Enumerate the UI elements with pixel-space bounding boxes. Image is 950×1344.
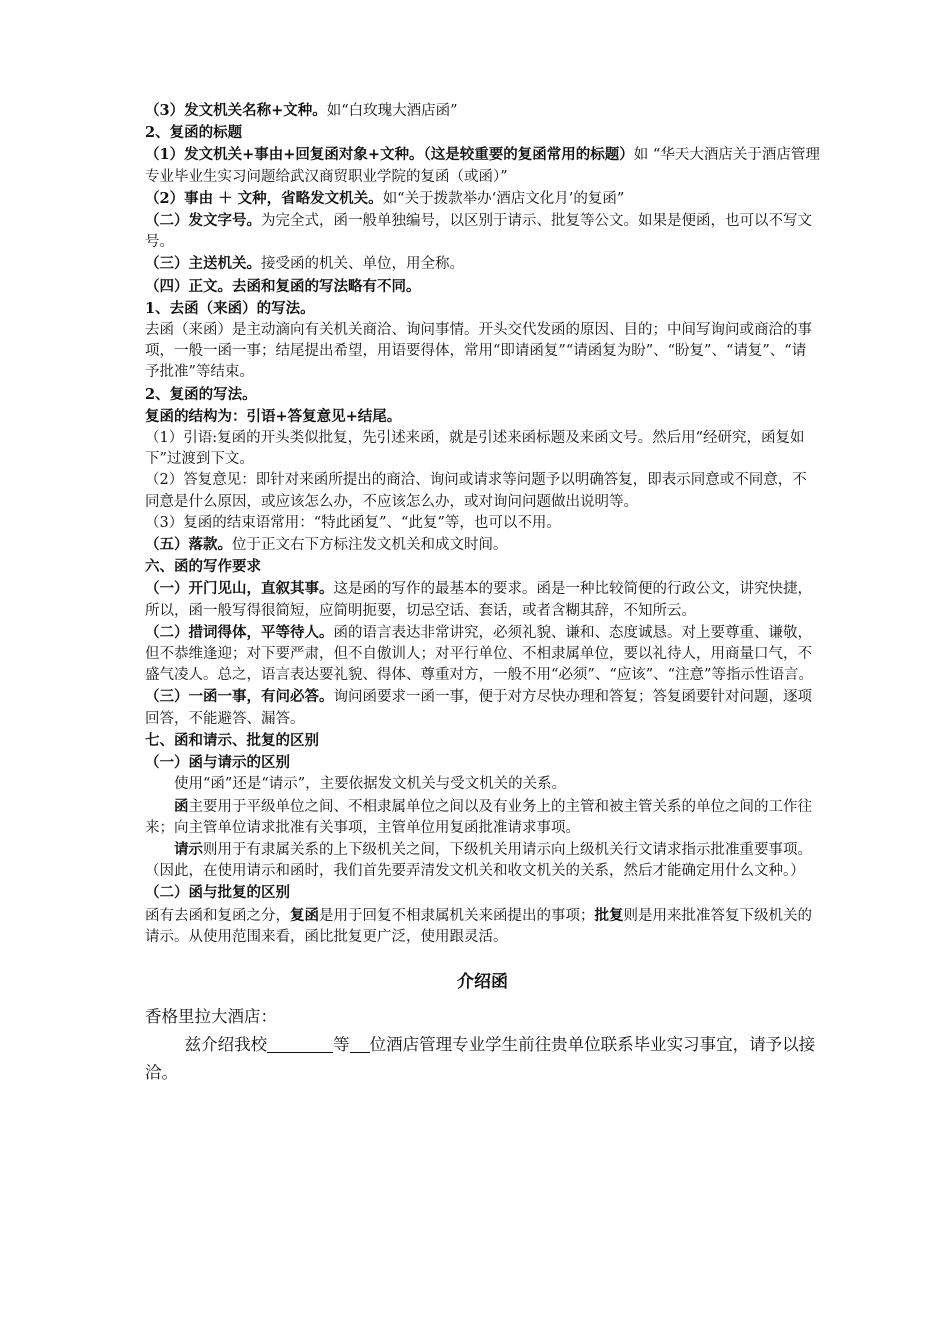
text: 询问函要求一函一事，便于对方尽快办理和答复；答复函要针对问题，逐项回答，不能避答、漏答。 xyxy=(145,689,812,727)
para-quhan-body: 去函（来函）是主动滴向有关机关商洽、询问事情。开头交代发函的原因、目的；中间写询问或商洽的事项，一般一函一事；结尾提出希望，用语要得体，常用“即请函复”“请函复为盼”、“盼复”、“请复”、“请予批准”等结束。 xyxy=(145,322,812,381)
text: 函的语言表达非常讲究，必须礼貌、谦和、态度诚恳。对上要尊重、谦敬，但不恭维逢迎；对下要严肃，但不自傲训人；对平行单位、不相隶属单位，要以礼待人，用商量口气，不盛气凌人。总之，语言表达要礼貌、得体、尊重对方，一般不用“必须”、“应该”、“注意”等指示性语言。 xyxy=(145,624,813,684)
name-blank xyxy=(267,1034,333,1053)
para-yaoqiu-1 xyxy=(145,578,820,621)
para-shiyong: 使用“函”还是“请示”，主要依据发文机关与受文机关的关系。 xyxy=(174,776,567,793)
bold-lead: （三）主送机关。 xyxy=(145,255,261,273)
bold-lead: （2）事由 ＋ 文种，省略发文机关。 xyxy=(145,189,383,207)
text: 如“关于拨款举办‘酒店文化月’的复函” xyxy=(382,190,625,207)
para-fawen-jiguan xyxy=(145,100,820,122)
text: 接受函的机关、单位，用全称。 xyxy=(261,256,464,273)
para-fuhan-title-2 xyxy=(145,188,820,210)
introduction-letter xyxy=(145,1003,820,1087)
document-body xyxy=(145,100,820,1087)
text: 是用于回复不相隶属机关来函提出的事项； xyxy=(319,907,595,924)
bold-lead: （一）开门见山，直叙其事。 xyxy=(145,580,334,598)
heading-text: （二）函与批复的区别 xyxy=(145,884,290,902)
para-han-pifu xyxy=(145,905,820,948)
heading-han-qingshi xyxy=(145,752,820,774)
heading-text: （一）函与请示的区别 xyxy=(145,754,290,772)
letter-body xyxy=(145,1031,820,1087)
bold-term: 请示 xyxy=(174,840,203,858)
text: 位酒店管理专业学生前往贵单位联系毕业实习事宜，请予以接洽。 xyxy=(145,1035,816,1083)
bold-term: 批复 xyxy=(594,906,624,924)
text: 则用于有隶属关系的上下级机关之间，下级机关用请示向上级机关行文请求指示批准重要事项。 xyxy=(203,841,812,858)
para-dafu-yijian: （2）答复意见：即针对来函所提出的商洽、询问或请求等问题予以明确答复，即表示同意或不同意，不同意是什么原因，或应该怎么办，不应该怎么办，或对询问问题做出说明等。 xyxy=(145,472,807,510)
para-yinyu: （1）引语:复函的开头类似批复，先引述来函，就是引述来函标题及来函文号。然后用“经研究，函复如下”过渡到下文。 xyxy=(145,430,805,468)
heading-text: （四）正文。去函和复函的写法略有不同。 xyxy=(145,277,421,295)
bold-lead: （五）落款。 xyxy=(145,536,232,554)
para-qingshi-def xyxy=(145,839,820,861)
bold-term: 函 xyxy=(174,797,189,815)
letter-salutation: 香格里拉大酒店： xyxy=(145,1007,277,1027)
heading-qubie xyxy=(145,730,820,752)
heading-text: 2、复函的标题 xyxy=(145,124,243,142)
para-yaoqiu-3 xyxy=(145,686,820,729)
para-jieshuyu: （3）复函的结束语常用：“特此函复”、“此复”等，也可以不用。 xyxy=(145,514,561,531)
heading-xiezuo-yaoqiu xyxy=(145,556,820,578)
heading-text: 复函的结构为：引语+答复意见+结尾。 xyxy=(145,407,402,425)
text: 位于正文右下方标注发文机关和成文时间。 xyxy=(232,537,508,554)
heading-zhengwen xyxy=(145,276,820,298)
bold-lead: （二）措词得体，平等待人。 xyxy=(145,623,334,641)
text: 函有去函和复函之分， xyxy=(145,907,290,924)
text: 则是用来批准答复下级机关的请示。从使用范围来看，函比批复更广泛，使用跟灵活。 xyxy=(145,907,812,945)
para-han-def xyxy=(145,796,820,839)
bold-lead: （1）发文机关+事由+回复函对象+文种。（这是较重要的复函常用的标题） xyxy=(145,146,634,164)
heading-fuhan-biaoti xyxy=(145,122,820,144)
text: 兹介绍我校 xyxy=(184,1035,268,1055)
bold-lead: （三）一函一事，有问必答。 xyxy=(145,688,334,706)
heading-text: 1、去函（来函）的写法。 xyxy=(145,299,315,317)
text: 主要用于平级单位之间、不相隶属单位之间以及有业务上的主管和被主管关系的单位之间的工作往来；向主管单位请求批准有关事项，主管单位用复函批准请求事项。 xyxy=(145,798,812,836)
count-blank xyxy=(350,1034,370,1053)
para-yaoqiu-2 xyxy=(145,622,820,687)
heading-fuhan-xiefa xyxy=(145,384,820,406)
text: 等 xyxy=(333,1035,350,1055)
para-yinci: （因此，在使用请示和函时，我们首先要弄清发文机关和收文机关的关系，然后才能确定用什么文种。） xyxy=(145,863,805,880)
para-fuhan-title-1 xyxy=(145,144,820,187)
para-fawen-zihao xyxy=(145,210,820,253)
text: 如 “华天大酒店关于酒店管理专业毕业生实习问题给武汉商贸职业学院的复函（或函）” xyxy=(145,147,820,185)
heading-text: 2、复函的写法。 xyxy=(145,385,257,403)
text: 为完全式，函一般单独编号，以区别于请示、批复等公文。如果是便函，也可以不写文号。 xyxy=(145,213,812,251)
bold-lead: （3）发文机关名称+文种。 xyxy=(145,102,327,119)
letter-title: 介绍函 xyxy=(457,971,508,992)
bold-term: 复函 xyxy=(290,906,319,924)
para-zhusong-jiguan xyxy=(145,253,820,275)
heading-fuhan-jiegou xyxy=(145,406,820,428)
heading-text: 六、函的写作要求 xyxy=(145,558,261,576)
bold-lead: （二）发文字号。 xyxy=(145,212,261,230)
heading-han-pifu xyxy=(145,882,820,904)
text: 如“白玫瑰大酒店函” xyxy=(326,103,458,119)
heading-quhan-xiefa xyxy=(145,298,820,320)
para-luokuan xyxy=(145,534,820,556)
text: 这是函的写作的最基本的要求。函是一种比较简便的行政公文，讲究快捷，所以，函一般写得很简短，应简明扼要，切忌空话、套话，或者含糊其辞，不知所云。 xyxy=(145,581,812,619)
heading-text: 七、函和请示、批复的区别 xyxy=(145,731,319,749)
